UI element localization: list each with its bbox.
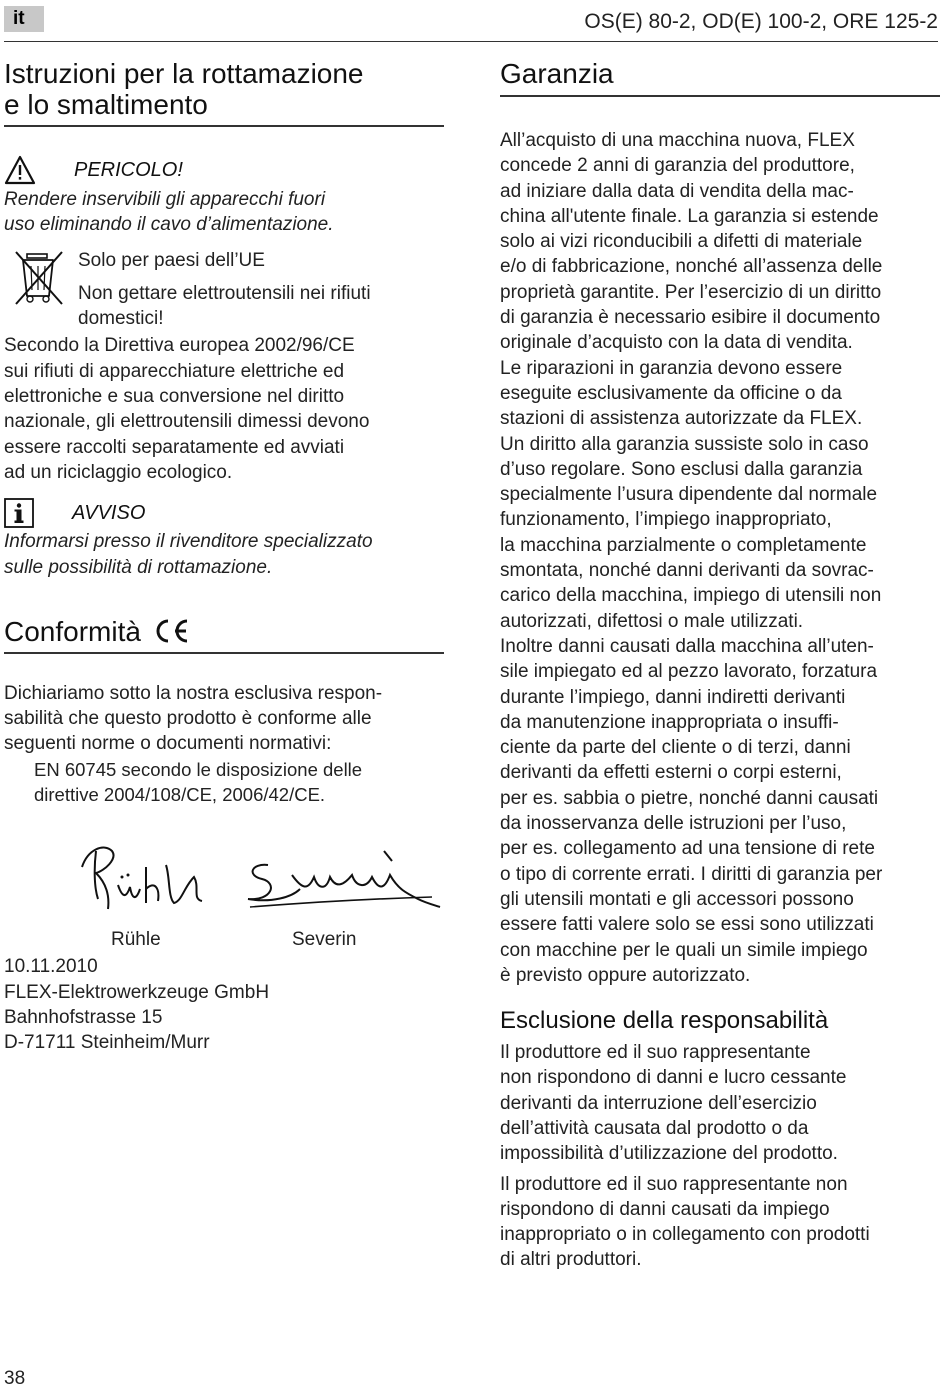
- warranty-text: [500, 128, 940, 988]
- warranty-line: sile impiegato ed al pezzo lavorato, forzatura: [500, 661, 878, 683]
- weee-text: [78, 248, 371, 332]
- warranty-rule: [500, 95, 940, 97]
- company-name: FLEX-Elektrowerkzeuge GmbH: [4, 981, 270, 1003]
- warranty-line: è previsto oppure autorizzato.: [500, 964, 751, 986]
- company-city: D-71711 Steinheim/Murr: [4, 1032, 210, 1054]
- directive-line: elettroniche e sua conversione nel diritto: [4, 386, 345, 408]
- conformity-line: Dichiariamo sotto la nostra esclusiva respon-: [4, 682, 383, 704]
- warranty-line: originale d’acquisto con la data di vendita.: [500, 332, 853, 354]
- warranty-line: per es. collegamento ad una tensione di rete: [500, 838, 875, 860]
- no-household-bin-line-1: Non gettare elettroutensili nei rifiuti: [78, 282, 371, 304]
- liability-line: rispondono di danni causati da impiego: [500, 1198, 830, 1220]
- conformity-title: Conformità: [4, 615, 141, 647]
- warranty-line: ad iniziare dalla data di vendita della mac-: [500, 180, 854, 202]
- warranty-line: per es. sabbia o pietre, nonché danni causati: [500, 787, 879, 809]
- warranty-line: da manutenzione inappropriata o insuffi-: [500, 711, 839, 733]
- right-column: [500, 58, 940, 1273]
- disposal-title-line-2: e lo smaltimento: [4, 89, 208, 120]
- warranty-line: d’uso regolare. Sono esclusi dalla garanzia: [500, 458, 863, 480]
- language-tag: it: [4, 6, 44, 32]
- warranty-line: All’acquisto di una macchina nuova, FLEX: [500, 130, 855, 151]
- danger-text: [4, 187, 444, 238]
- warranty-line: Inoltre danni causati dalla macchina all’uten-: [500, 635, 874, 657]
- conformity-line: seguenti norme o documenti normativi:: [4, 733, 332, 755]
- no-household-bin-line-2: domestici!: [78, 308, 164, 330]
- conformity-text: [4, 681, 444, 757]
- weee-block: [4, 248, 444, 332]
- liability-paragraph-1: [500, 1040, 940, 1166]
- directive-line: essere raccolti separatamente ed avviati: [4, 436, 345, 458]
- warranty-line: concede 2 anni di garanzia del produttore,: [500, 155, 855, 177]
- left-column: [4, 58, 444, 1056]
- warranty-line: funzionamento, l’impiego inappropriato,: [500, 509, 832, 531]
- directive-line: nazionale, gli elettroutensili dimessi devono: [4, 411, 370, 433]
- declaration-date: 10.11.2010: [4, 956, 98, 978]
- directive-line: Secondo la Direttiva europea 2002/96/CE: [4, 335, 355, 357]
- warranty-line: e/o di fabbricazione, nonché all’assenza delle: [500, 256, 883, 278]
- liability-line: derivanti da interruzione dell’esercizio: [500, 1092, 817, 1114]
- liability-paragraph-2: [500, 1172, 940, 1273]
- warranty-line: smontata, nonché danni derivanti da sovrac-: [500, 560, 874, 582]
- warranty-line: autorizzati, difettosi o male utilizzati.: [500, 610, 804, 632]
- notice-text-line-2: sulle possibilità di rottamazione.: [4, 556, 273, 578]
- warranty-line: da inosservanza delle istruzioni per l’uso,: [500, 813, 847, 835]
- warranty-line: Un diritto alla garanzia sussiste solo in caso: [500, 433, 869, 455]
- disposal-title: [4, 58, 444, 120]
- warning-triangle-icon: [4, 155, 36, 185]
- eu-only-line: Solo per paesi dell’UE: [78, 249, 265, 271]
- standard-line-2: direttive 2004/108/CE, 2006/42/CE.: [34, 784, 326, 806]
- info-icon: [4, 498, 34, 528]
- danger-title: PERICOLO!: [74, 158, 183, 181]
- liability-line: dell’attività causata dal prodotto o da: [500, 1117, 809, 1139]
- warranty-line: durante l’impiego, danni indiretti derivanti: [500, 686, 846, 708]
- warranty-line: di garanzia è necessario esibire il documento: [500, 307, 881, 329]
- signer-name-1: Rühle: [111, 929, 161, 951]
- warranty-line: ciente da parte del cliente o di terzi, danni: [500, 737, 851, 759]
- warranty-line: derivanti da effetti esterni o corpi esterni,: [500, 762, 842, 784]
- signature-area: [4, 817, 444, 967]
- warranty-line: solo ai vizi riconducibili a difetti di materiale: [500, 231, 863, 253]
- warranty-line: Le riparazioni in garanzia devono essere: [500, 357, 843, 379]
- warranty-line: o tipo di corrente errati. I diritti di garanzia per: [500, 863, 883, 885]
- crossed-bin-icon: [12, 248, 72, 332]
- model-line: OS(E) 80-2, OD(E) 100-2, ORE 125-2: [584, 10, 938, 33]
- disposal-rule: [4, 125, 444, 127]
- page-number: 38: [4, 1368, 26, 1389]
- warranty-line: stazioni di assistenza autorizzate da FLEX.: [500, 408, 863, 430]
- notice-title: AVVISO: [72, 501, 146, 524]
- danger-text-line-1: Rendere inservibili gli apparecchi fuori: [4, 189, 326, 210]
- notice-text: [4, 529, 444, 580]
- warranty-line: essere fatti valere solo se essi sono utilizzati: [500, 914, 874, 936]
- warranty-line: specialmente l’usura dipendente dal normale: [500, 484, 878, 506]
- warranty-line: la macchina parzialmente o completamente: [500, 534, 867, 556]
- warranty-line: carico della macchina, impiego di utensili non: [500, 585, 882, 607]
- signer-name-2: Severin: [292, 929, 357, 951]
- liability-line: impossibilità d’utilizzazione del prodotto.: [500, 1143, 838, 1165]
- directive-line: ad un riciclaggio ecologico.: [4, 461, 233, 483]
- liability-line: di altri produttori.: [500, 1249, 642, 1271]
- liability-title: Esclusione della responsabilità: [500, 1007, 829, 1035]
- warranty-line: china all'utente finale. La garanzia si estende: [500, 205, 879, 227]
- liability-line: Il produttore ed il suo rappresentante non: [500, 1173, 848, 1195]
- conformity-line: sabilità che questo prodotto è conforme alle: [4, 708, 372, 730]
- header-rule: [4, 41, 938, 42]
- warranty-line: gli utensili montati e gli accessori possono: [500, 888, 854, 910]
- directive-line: sui rifiuti di apparecchiature elettriche ed: [4, 360, 345, 382]
- warranty-line: eseguite esclusivamente da officine o da: [500, 382, 842, 404]
- signature-ruehle: [74, 837, 214, 917]
- danger-text-line-2: uso eliminando il cavo d’alimentazione.: [4, 214, 334, 236]
- ce-mark-icon: [151, 616, 191, 646]
- disposal-title-line-1: Istruzioni per la rottamazione: [4, 58, 364, 89]
- company-street: Bahnhofstrasse 15: [4, 1006, 163, 1028]
- conformity-rule: [4, 652, 444, 654]
- standards-block: [4, 757, 444, 808]
- signature-severin: [242, 845, 442, 915]
- danger-heading: [4, 153, 444, 187]
- liability-line: inappropriato o in collegamento con prodotti: [500, 1224, 870, 1246]
- warranty-title: Garanzia: [500, 58, 614, 89]
- warranty-line: con macchine per le quali un simile impiego: [500, 939, 868, 961]
- liability-line: non rispondono di danni e lucro cessante: [500, 1067, 847, 1089]
- notice-heading: [4, 497, 444, 529]
- notice-text-line-1: Informarsi presso il rivenditore specializzato: [4, 531, 373, 553]
- warranty-line: proprietà garantite. Per l’esercizio di un diritto: [500, 281, 882, 303]
- company-address: [4, 954, 444, 1055]
- standard-line-1: EN 60745 secondo le disposizione delle: [34, 758, 363, 780]
- directive-paragraph: [4, 333, 444, 485]
- conformity-heading: [4, 616, 444, 647]
- liability-line: Il produttore ed il suo rappresentante: [500, 1042, 811, 1064]
